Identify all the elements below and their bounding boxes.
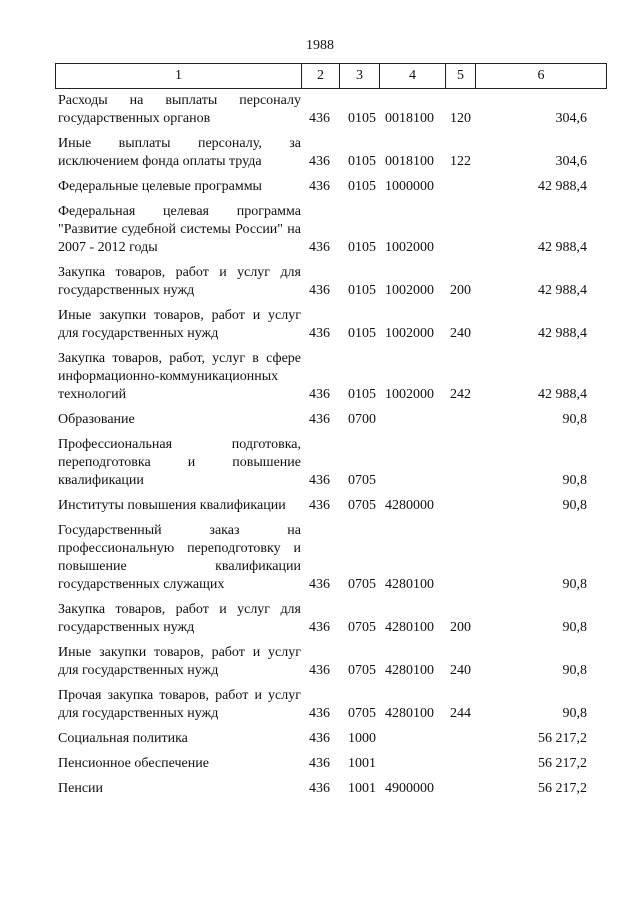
- cell-col-2: 436: [309, 326, 330, 341]
- cell-col-3: 0105: [348, 326, 376, 341]
- row-codes: [301, 497, 591, 515]
- cell-col-4: 4280100: [385, 620, 434, 635]
- cell-col-4: 4280100: [385, 706, 434, 721]
- cell-col-2: 436: [309, 706, 330, 721]
- row-name: Закупка товаров, работ, услуг в сфере информационно-коммуникационных технологий: [58, 351, 301, 402]
- row-codes: [301, 730, 591, 748]
- cell-col-5: 244: [450, 706, 471, 721]
- table-row: [0, 755, 640, 773]
- cell-col-2: 436: [309, 620, 330, 635]
- row-name: Закупка товаров, работ и услуг для государственных нужд: [58, 265, 301, 298]
- cell-amount: 90,8: [562, 706, 587, 721]
- cell-col-5: 120: [450, 111, 471, 126]
- cell-col-2: 436: [309, 111, 330, 126]
- cell-col-3: 0105: [348, 283, 376, 298]
- row-name: Пенсии: [58, 781, 104, 796]
- cell-col-4: 0018100: [385, 111, 434, 126]
- table-row: [0, 730, 640, 748]
- cell-col-3: 1001: [348, 781, 376, 796]
- header-col-3: 3: [340, 64, 380, 88]
- cell-col-5: 242: [450, 387, 471, 402]
- cell-col-5: 240: [450, 663, 471, 678]
- row-name: Федеральная целевая программа "Развитие судебной системы России" на 2007 - 2012 годы: [58, 204, 301, 255]
- cell-col-3: 1001: [348, 756, 376, 771]
- row-codes: [301, 282, 591, 300]
- cell-col-2: 436: [309, 731, 330, 746]
- table-row: [0, 436, 640, 490]
- table-row: [0, 178, 640, 196]
- cell-col-3: 0105: [348, 240, 376, 255]
- cell-col-2: 436: [309, 387, 330, 402]
- table-row: [0, 522, 640, 594]
- header-col-4: 4: [380, 64, 446, 88]
- row-codes: [301, 780, 591, 798]
- cell-col-4: 1002000: [385, 240, 434, 255]
- row-codes: [301, 386, 591, 404]
- row-codes: [301, 110, 591, 128]
- cell-col-3: 0105: [348, 154, 376, 169]
- row-codes: [301, 239, 591, 257]
- table-header: [55, 63, 607, 89]
- row-name: Социальная политика: [58, 731, 188, 746]
- cell-col-3: 1000: [348, 731, 376, 746]
- table-row: [0, 350, 640, 404]
- cell-col-2: 436: [309, 154, 330, 169]
- cell-col-3: 0705: [348, 577, 376, 592]
- row-name: Институты повышения квалификации: [58, 498, 286, 513]
- cell-amount: 42 988,4: [538, 326, 587, 341]
- row-name: Прочая закупка товаров, работ и услуг для государственных нужд: [58, 688, 301, 721]
- row-codes: [301, 662, 591, 680]
- cell-col-5: 200: [450, 620, 471, 635]
- row-codes: [301, 153, 591, 171]
- cell-amount: 90,8: [562, 663, 587, 678]
- row-codes: [301, 178, 591, 196]
- row-codes: [301, 576, 591, 594]
- row-codes: [301, 472, 591, 490]
- cell-amount: 56 217,2: [538, 756, 587, 771]
- cell-col-4: 1002000: [385, 387, 434, 402]
- row-codes: [301, 619, 591, 637]
- cell-col-2: 436: [309, 240, 330, 255]
- row-name: Расходы на выплаты персоналу государственных органов: [58, 93, 301, 126]
- table-row: [0, 203, 640, 257]
- table-row: [0, 644, 640, 680]
- cell-col-4: 4280100: [385, 663, 434, 678]
- header-col-1: 1: [56, 64, 302, 88]
- row-name: Закупка товаров, работ и услуг для государственных нужд: [58, 602, 301, 635]
- cell-amount: 304,6: [555, 111, 587, 126]
- cell-col-3: 0705: [348, 663, 376, 678]
- cell-col-4: 1000000: [385, 179, 434, 194]
- table-row: [0, 92, 640, 128]
- cell-col-2: 436: [309, 498, 330, 513]
- cell-col-2: 436: [309, 473, 330, 488]
- cell-amount: 304,6: [555, 154, 587, 169]
- cell-col-4: 4900000: [385, 781, 434, 796]
- row-name: Иные закупки товаров, работ и услуг для государственных нужд: [58, 308, 301, 341]
- cell-amount: 56 217,2: [538, 781, 587, 796]
- cell-col-4: 0018100: [385, 154, 434, 169]
- row-name: Федеральные целевые программы: [58, 179, 262, 194]
- cell-col-3: 0700: [348, 412, 376, 427]
- table-row: [0, 135, 640, 171]
- table-row: [0, 307, 640, 343]
- cell-col-3: 0705: [348, 706, 376, 721]
- cell-col-2: 436: [309, 283, 330, 298]
- header-col-5: 5: [446, 64, 476, 88]
- row-name: Образование: [58, 412, 135, 427]
- cell-amount: 90,8: [562, 412, 587, 427]
- cell-amount: 90,8: [562, 577, 587, 592]
- cell-amount: 56 217,2: [538, 731, 587, 746]
- cell-col-2: 436: [309, 756, 330, 771]
- table-row: [0, 264, 640, 300]
- header-col-2: 2: [302, 64, 340, 88]
- cell-col-5: 122: [450, 154, 471, 169]
- header-col-6: 6: [537, 68, 545, 83]
- cell-amount: 42 988,4: [538, 240, 587, 255]
- cell-col-4: 1002000: [385, 283, 434, 298]
- cell-col-4: 4280100: [385, 577, 434, 592]
- table-row: [0, 601, 640, 637]
- cell-amount: 42 988,4: [538, 179, 587, 194]
- table-row: [0, 411, 640, 429]
- row-name: Иные закупки товаров, работ и услуг для государственных нужд: [58, 645, 301, 678]
- cell-amount: 90,8: [562, 620, 587, 635]
- cell-col-5: 200: [450, 283, 471, 298]
- row-name: Иные выплаты персоналу, за исключением фонда оплаты труда: [58, 136, 301, 169]
- cell-col-5: 240: [450, 326, 471, 341]
- cell-col-3: 0105: [348, 387, 376, 402]
- cell-col-3: 0705: [348, 473, 376, 488]
- row-codes: [301, 325, 591, 343]
- row-name: Государственный заказ на профессиональную переподготовку и повышение квалификации государственных служащих: [58, 523, 301, 592]
- row-codes: [301, 705, 591, 723]
- cell-col-3: 0705: [348, 498, 376, 513]
- cell-col-3: 0105: [348, 179, 376, 194]
- page-number: 1988: [306, 38, 334, 53]
- cell-col-3: 0105: [348, 111, 376, 126]
- table-body: [0, 92, 640, 805]
- cell-amount: 42 988,4: [538, 283, 587, 298]
- cell-col-4: 1002000: [385, 326, 434, 341]
- row-codes: [301, 755, 591, 773]
- row-name: Пенсионное обеспечение: [58, 756, 209, 771]
- table-row: [0, 780, 640, 798]
- cell-col-4: 4280000: [385, 498, 434, 513]
- cell-col-2: 436: [309, 412, 330, 427]
- row-codes: [301, 411, 591, 429]
- cell-col-2: 436: [309, 577, 330, 592]
- cell-col-3: 0705: [348, 620, 376, 635]
- cell-amount: 90,8: [562, 498, 587, 513]
- cell-col-2: 436: [309, 663, 330, 678]
- table-row: [0, 687, 640, 723]
- cell-amount: 90,8: [562, 473, 587, 488]
- row-name: Профессиональная подготовка, переподготовка и повышение квалификации: [58, 437, 301, 488]
- cell-amount: 42 988,4: [538, 387, 587, 402]
- cell-col-2: 436: [309, 179, 330, 194]
- cell-col-2: 436: [309, 781, 330, 796]
- table-row: [0, 497, 640, 515]
